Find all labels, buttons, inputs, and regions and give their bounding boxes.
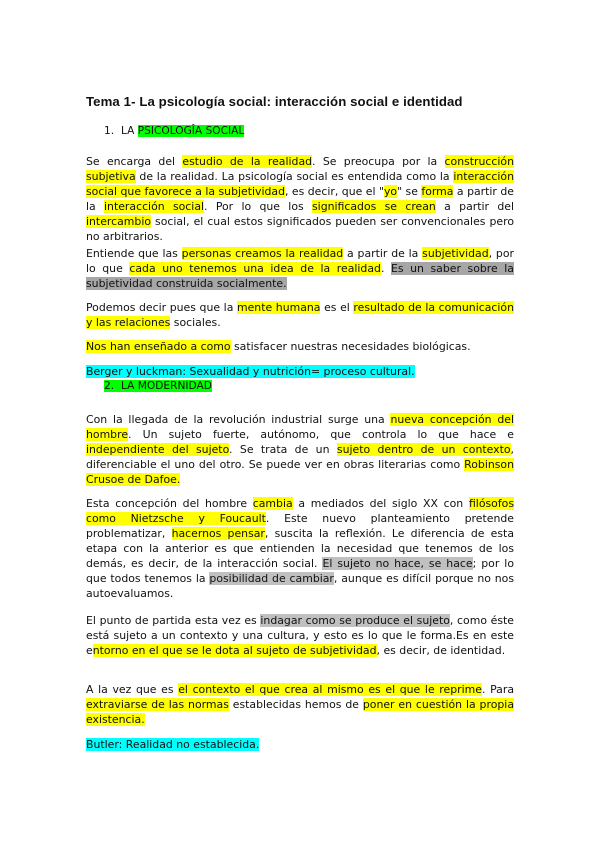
section-number: 2.: [104, 380, 115, 392]
section-label: 2. LA MODERNIDAD: [104, 380, 212, 392]
highlight: poner en cuestión la propia existencia.: [86, 697, 514, 726]
section-prefix: LA: [121, 125, 138, 137]
highlight: interacción social que favorece a la subjetividad: [86, 169, 514, 198]
paragraph-necesidades: Nos han enseñado a como satisfacer nuestras necesidades biológicas.: [86, 339, 471, 353]
highlight: cada uno tenemos una idea de la realidad: [129, 261, 381, 275]
highlight: estudio de la realidad: [182, 154, 313, 168]
highlight: el contexto el que crea al mismo es el que le reprime: [178, 682, 482, 696]
highlight: interacción social: [104, 199, 205, 213]
paragraph-revolucion-industrial: Con la llegada de la revolución industrial surge una nueva concepción del hombre. Un sujeto fuerte, autónomo, que controla lo que hace e independiente del sujeto. Se trata de un sujeto dentro de un contexto, diferenciable el uno del otro. Se puede ver en obras literarias como Robinson Crusoe de Dafoe.: [86, 412, 514, 486]
paragraph-butler: [86, 737, 514, 752]
document-title: Tema 1- La psicología social: interacción social e identidad: [86, 94, 463, 109]
highlight-gray: posibilidad de cambiar: [209, 571, 334, 585]
highlight: hacernos pensar: [171, 526, 265, 540]
highlight: Robinson Crusoe de Dafoe.: [86, 457, 514, 486]
section-number: 1.: [104, 125, 115, 137]
highlight: cambia: [252, 496, 293, 510]
highlight: sujeto dentro de un contexto: [336, 442, 511, 456]
highlight: ntorno en el que se le dota al sujeto de subjetividad: [92, 643, 377, 657]
highlight: nueva concepción del hombre: [86, 412, 514, 441]
highlight: subjetividad: [422, 246, 489, 260]
highlight: significados se crean: [312, 199, 436, 213]
highlight: mente humana: [237, 300, 321, 314]
highlight-gray: indagar como se produce el sujeto: [260, 613, 450, 627]
highlight-gray: El sujeto no hace, se hace: [322, 556, 473, 570]
paragraph-siglo-xx: Esta concepción del hombre cambia a mediados del siglo XX con filósofos como Nietzsche y Foucault. Este nuevo planteamiento pretende problematizar, hacernos pensar, suscita la reflexión. Le diferencia de esta etapa con la anterior es que entienden la necesidad que tenemos de los demás, es decir, de la interacción social. El sujeto no hace, se hace; por lo que todos tenemos la posibilidad de cambiar, aunque es difícil porque no nos autoevaluamos.: [86, 496, 515, 600]
highlight: forma: [421, 184, 454, 198]
highlight: filósofos como Nietzsche y Foucault: [86, 496, 514, 525]
highlight: independiente del sujeto: [86, 442, 230, 456]
highlight-cyan: Berger y luckman: Sexualidad y nutrición= proceso cultural.: [86, 364, 415, 378]
section-label: PSICOLOGÎA SOCIAL: [137, 125, 245, 137]
highlight: construcción subjetiva: [86, 154, 514, 183]
highlight: personas creamos la realidad: [181, 246, 344, 260]
paragraph-definition: Se encarga del estudio de la realidad. Se preocupa por la construcción subjetiva de la realidad. La psicología social es entendida como la interacción social que favorece a la subjetividad, es decir, que el "yo" se forma a partir de la interacción social. Por lo que los significados se crean a partir del intercambio social, el cual estos significados pueden ser convencionales pero no arbitrarios.: [86, 154, 514, 243]
paragraph-punto-de-partida: El punto de partida esta vez es indagar como se produce el sujeto, como éste está sujeto a un contexto y una cultura, y esto es lo que le forma.Es en este entorno en el que se le dota al sujeto de subjetividad, es decir, de identidad.: [86, 613, 514, 657]
highlight: intercambio: [86, 214, 152, 228]
highlight: yo: [383, 184, 398, 198]
paragraph-realidad: Entiende que las personas creamos la realidad a partir de la subjetividad, por lo que cada uno tenemos una idea de la realidad. Es un saber sobre la subjetividad construida socialmente.: [86, 246, 514, 290]
section-heading-modernidad: [104, 380, 212, 392]
section-heading-psicologia-social: [104, 125, 244, 137]
paragraph-mente-humana: Podemos decir pues que la mente humana es el resultado de la comunicación y las relaciones sociales.: [86, 300, 514, 329]
highlight: resultado de la comunicación y las relaciones: [86, 300, 514, 329]
highlight: Nos han enseñado a como: [86, 339, 231, 353]
highlight-gray: Es un saber sobre la subjetividad construida socialmente.: [86, 261, 514, 290]
paragraph-berger-luckman: [86, 364, 514, 379]
paragraph-contexto: A la vez que es el contexto el que crea al mismo es el que le reprime. Para extraviarse de las normas establecidas hemos de poner en cuestión la propia existencia.: [86, 682, 514, 726]
highlight: extraviarse de las normas: [86, 697, 229, 711]
highlight-cyan: Butler: Realidad no establecida.: [86, 737, 260, 751]
